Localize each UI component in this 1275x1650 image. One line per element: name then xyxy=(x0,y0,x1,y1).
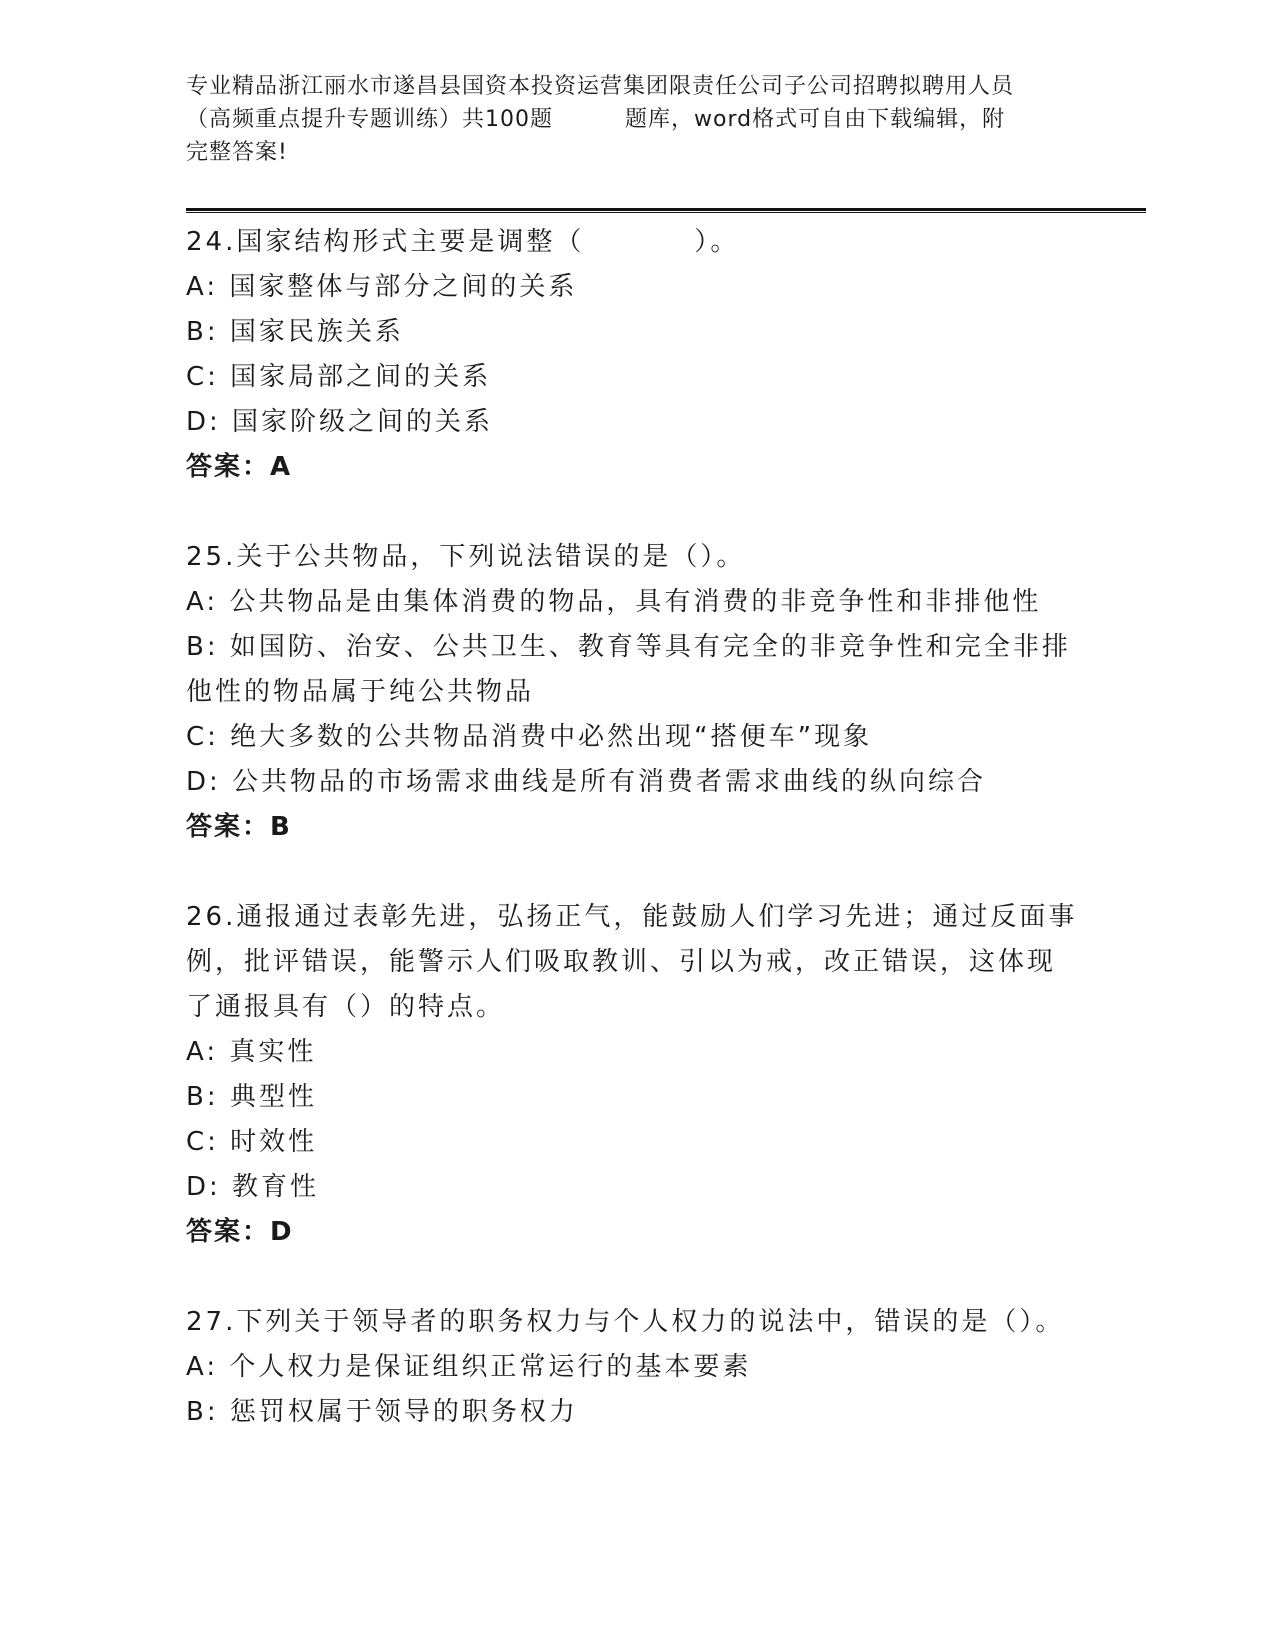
header-divider xyxy=(186,208,1146,213)
option-b: B: 如国防、治安、公共卫生、教育等具有完全的非竞争性和完全非排 xyxy=(186,632,1071,662)
answer-key: 答案：A xyxy=(186,452,293,482)
header-line-2 xyxy=(186,103,1076,136)
question-27 xyxy=(186,1300,1086,1435)
header-line-2-part-b: 题库，word格式可自由下载编辑，附 xyxy=(625,107,1006,132)
option-d: D: 国家阶级之间的关系 xyxy=(186,407,494,437)
question-26 xyxy=(186,895,1086,1255)
answer-key: 答案：B xyxy=(186,812,292,842)
question-stem-text: 24.国家结构形式主要是调整（ xyxy=(186,227,585,257)
question-stem-line-3: 了通报具有（）的特点。 xyxy=(186,992,506,1022)
question-stem: 25.关于公共物品，下列说法错误的是（）。 xyxy=(186,542,746,572)
question-24 xyxy=(186,220,1086,490)
option-c: C: 时效性 xyxy=(186,1127,318,1157)
question-stem xyxy=(186,220,1086,265)
question-stem-end: ）。 xyxy=(694,227,740,257)
option-c: C: 绝大多数的公共物品消费中必然出现“搭便车”现象 xyxy=(186,722,873,752)
option-a: A: 个人权力是保证组织正常运行的基本要素 xyxy=(186,1352,752,1382)
question-25 xyxy=(186,535,1086,850)
option-a: A: 真实性 xyxy=(186,1037,317,1067)
question-stem: 27.下列关于领导者的职务权力与个人权力的说法中，错误的是（）。 xyxy=(186,1307,1065,1337)
option-b: B: 国家民族关系 xyxy=(186,317,404,347)
option-b: B: 惩罚权属于领导的职务权力 xyxy=(186,1397,578,1427)
header-line-1: 专业精品浙江丽水市遂昌县国资本投资运营集团限责任公司子公司招聘拟聘用人员 xyxy=(186,74,1015,99)
question-list xyxy=(186,220,1086,1480)
option-d: D: 教育性 xyxy=(186,1172,320,1202)
option-b-continued: 他性的物品属于纯公共物品 xyxy=(186,677,535,707)
question-stem-line-2: 例，批评错误，能警示人们吸取教训、引以为戒，改正错误，这体现 xyxy=(186,947,1057,977)
answer-key: 答案：D xyxy=(186,1217,294,1247)
option-a: A: 公共物品是由集体消费的物品，具有消费的非竞争性和非排他性 xyxy=(186,587,1042,617)
option-d: D: 公共物品的市场需求曲线是所有消费者需求曲线的纵向综合 xyxy=(186,767,987,797)
option-a: A: 国家整体与部分之间的关系 xyxy=(186,272,578,302)
option-b: B: 典型性 xyxy=(186,1082,317,1112)
document-header xyxy=(186,70,1076,169)
header-line-2-part-a: （高频重点提升专题训练）共100题 xyxy=(186,107,553,132)
option-c: C: 国家局部之间的关系 xyxy=(186,362,492,392)
question-stem: 26.通报通过表彰先进，弘扬正气，能鼓励人们学习先进；通过反面事 xyxy=(186,902,1078,932)
header-line-3: 完整答案! xyxy=(186,140,288,165)
